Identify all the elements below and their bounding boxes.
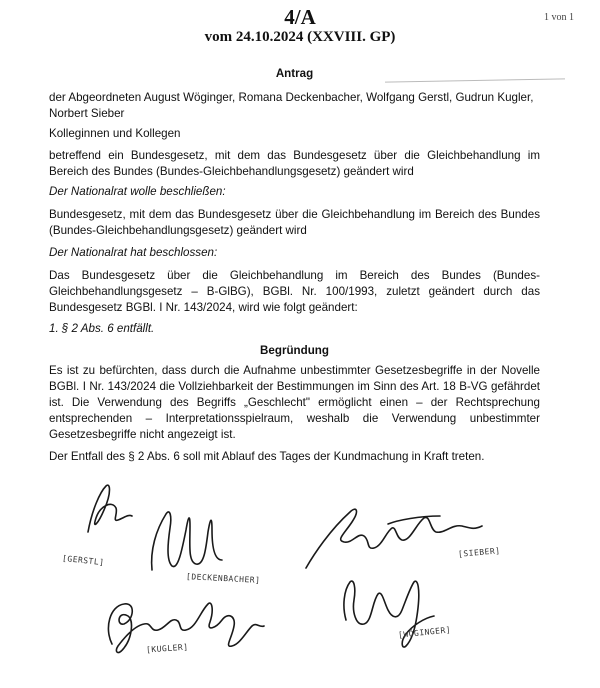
resolve-heading: Der Nationalrat wolle beschließen: <box>49 185 226 198</box>
document-date: vom 24.10.2024 (XXVIII. GP) <box>204 29 396 45</box>
signatures-graphic <box>0 470 600 688</box>
resolved-heading: Der Nationalrat hat beschlossen: <box>49 246 218 259</box>
sponsors-paragraph: der Abgeordneten August Wöginger, Romana Deckenbacher, Wolfgang Gerstl, Gudrun Kugler, Norbert Sieber <box>49 91 534 120</box>
document-number: 4/A <box>284 5 316 29</box>
motion-title: Antrag <box>275 67 314 80</box>
colleagues-line: Kolleginnen und Kollegen <box>49 127 181 140</box>
signature-label-gerstl: [ GERSTL ] <box>62 554 105 567</box>
signature-deckenbacher <box>152 512 222 570</box>
signature-label-kugler: [ KUGLER ] <box>146 643 189 655</box>
signature-sieber <box>306 509 482 568</box>
signature-label-woeginger: [ WÖGINGER ] <box>398 625 452 640</box>
signature-gerstl <box>88 485 132 532</box>
resolve-text: Bundesgesetz, mit dem das Bundesgesetz über die Gleichbehandlung im Bereich des Bundes (Bundes-Gleichbehandlungsgesetz) geändert wird <box>49 208 540 237</box>
reason-heading: Begründung <box>260 344 329 357</box>
resolved-text: Das Bundesgesetz über die Gleichbehandlung im Bereich des Bundes (Bundes-Gleichbehandlungsgesetz – B-GlBG), BGBl. Nr. 100/1993, zuletzt geändert durch das Bundesgesetz BGBl. I Nr. 143/2024, wird wie folgt geändert: <box>49 269 540 314</box>
subject-paragraph: betreffend ein Bundesgesetz, mit dem das Bundesgesetz über die Gleichbehandlung im Bereich des Bundes (Bundes-Gleichbehandlungsgesetz) geändert wird <box>49 149 540 178</box>
signature-label-deckenbacher: [ DECKENBACHER ] <box>186 572 261 585</box>
signature-label-sieber: [ SIEBER ] <box>458 546 501 559</box>
reason-text: Es ist zu befürchten, dass durch die Aufnahme unbestimmter Gesetzesbegriffe in der Novelle BGBl. I Nr. 143/2024 die Vollziehbarkeit der Bestimmungen im Sinn des Art. 18 B-VG gefährdet ist. Die Verwendung des Begriffs „Geschlecht" ermöglicht einen – der Rechtsprechung entsprechenden – Interpretationsspielraum, weshalb die Verwendung unbestimmter Gesetzesbegriffe nicht angezeigt ist. <box>49 364 540 441</box>
amendment-item: 1. § 2 Abs. 6 entfällt. <box>49 322 155 335</box>
page-number: 1 von 1 <box>544 12 574 23</box>
signature-area <box>0 470 600 688</box>
closing-paragraph: Der Entfall des § 2 Abs. 6 soll mit Ablauf des Tages der Kundmachung in Kraft treten. <box>49 450 485 463</box>
